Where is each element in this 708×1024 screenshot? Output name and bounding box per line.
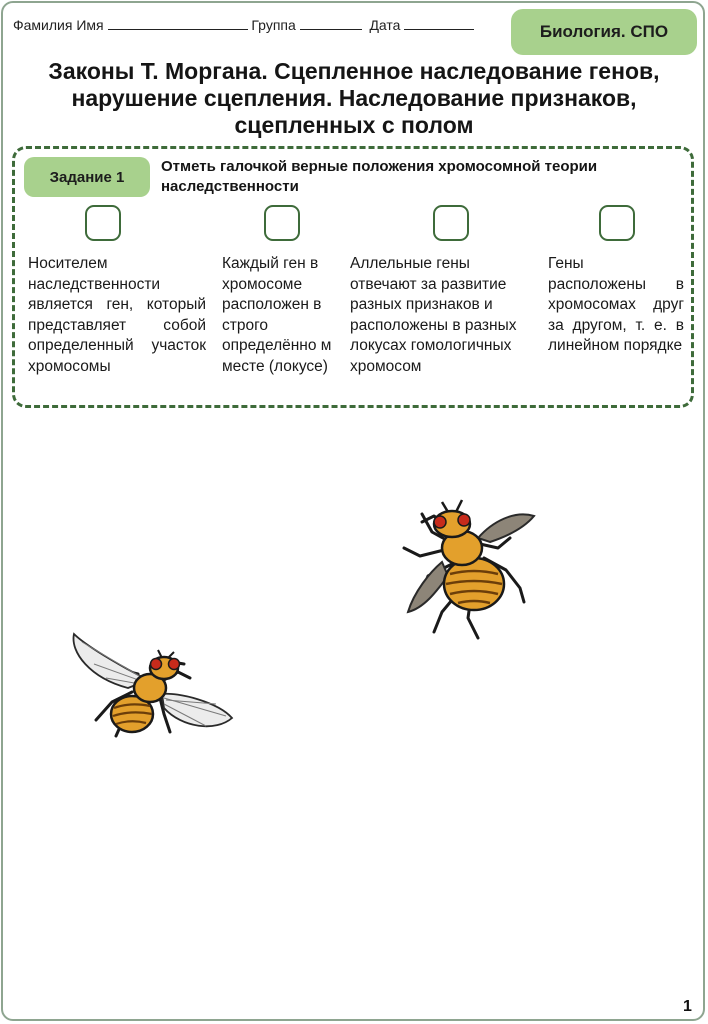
checkbox-statement-3[interactable]	[433, 205, 469, 241]
checkbox-statement-1[interactable]	[85, 205, 121, 241]
fruit-fly-vestigial-wings-icon	[392, 492, 540, 644]
statement-4: Гены расположены в хромосомах друг за другом, т. е. в линейном порядке	[548, 255, 684, 354]
task-1-badge: Задание 1	[24, 157, 150, 197]
subject-badge: Биология. СПО	[511, 9, 697, 55]
statement-2: Каждый ген в хромосоме расположен в строго определённо м месте (локусе)	[222, 255, 332, 375]
date-label: Дата	[369, 17, 401, 33]
surname-field[interactable]	[108, 17, 248, 30]
page-number: 1	[683, 998, 692, 1015]
page-title: Законы Т. Моргана. Сцепленное наследование генов, нарушение сцепления. Наследование признаков, сцепленных с полом	[48, 58, 660, 138]
date-field[interactable]	[404, 17, 474, 30]
statement-1: Носителем наследственности является ген, который представляет собой определенный участок хромосомы	[28, 255, 206, 375]
fruit-fly-normal-wings-icon	[66, 628, 238, 748]
checkbox-statement-4[interactable]	[599, 205, 635, 241]
group-label: Группа	[251, 17, 296, 33]
statement-3: Аллельные гены отвечают за развитие разных признаков и расположены в разных локусах гомологичных хромосом	[350, 255, 517, 375]
student-info-line	[13, 17, 474, 33]
checkbox-statement-2[interactable]	[264, 205, 300, 241]
task-1-instruction: Отметь галочкой верные положения хромосомной теории наследственности	[161, 158, 598, 195]
group-field[interactable]	[300, 17, 362, 30]
surname-label: Фамилия Имя	[13, 17, 104, 33]
